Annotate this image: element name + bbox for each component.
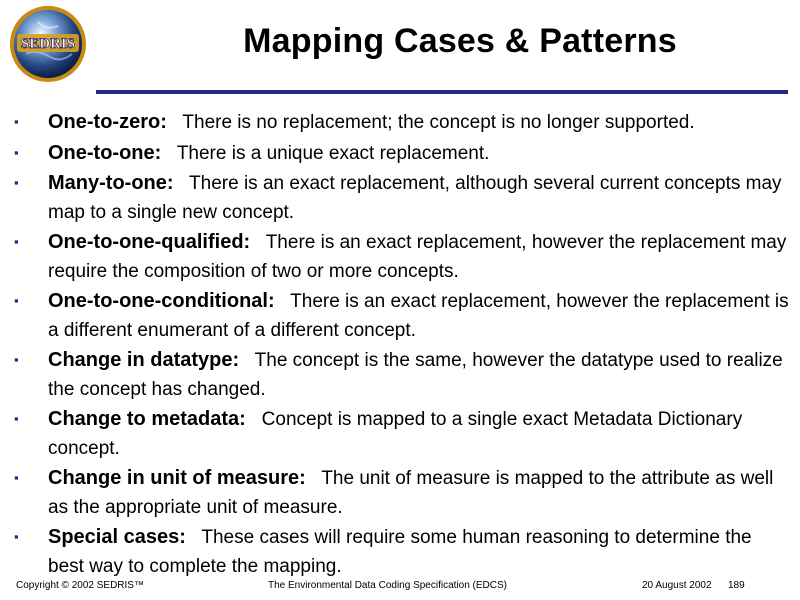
sedris-logo	[6, 4, 90, 84]
mapping-case-term: One-to-one:	[48, 141, 162, 164]
mapping-case-description: There is an exact replacement, however the replacement is a different enumerant of a different concept.	[48, 291, 789, 341]
square-bullet-icon: ▪	[14, 411, 19, 426]
mapping-case-term: Change in unit of measure:	[48, 467, 306, 489]
square-bullet-icon: ▪	[14, 293, 19, 308]
mapping-case-description: There is a unique exact replacement.	[176, 142, 490, 164]
mapping-case-description: There is an exact replacement, however the replacement may require the composition of two or more concepts.	[48, 232, 787, 282]
mapping-case-term: Change in datatype:	[48, 349, 240, 371]
square-bullet-icon: ▪	[14, 470, 19, 485]
list-item	[14, 346, 790, 404]
mapping-case-term: One-to-one-qualified:	[48, 231, 251, 253]
mapping-case-description: The unit of measure is mapped to the attribute as well as the appropriate unit of measure.	[48, 468, 774, 518]
square-bullet-icon: ▪	[14, 175, 19, 190]
spec-title: The Environmental Data Coding Specification (EDCS)	[268, 580, 507, 591]
mapping-case-description: Concept is mapped to a single exact Metadata Dictionary concept.	[48, 409, 743, 459]
mapping-case-term: Many-to-one:	[48, 172, 174, 194]
mapping-case-term: One-to-one-conditional:	[48, 290, 275, 312]
list-item	[14, 108, 790, 138]
list-item	[14, 464, 790, 522]
list-item	[14, 523, 790, 581]
logo-text: SEDRIS	[20, 36, 76, 52]
list-item	[14, 287, 790, 345]
page-number: 189	[728, 580, 745, 591]
square-bullet-icon: ▪	[14, 114, 19, 129]
title-divider	[96, 90, 788, 94]
mapping-cases-list	[14, 108, 790, 582]
mapping-case-description: The concept is the same, however the datatype used to realize the concept has changed.	[48, 350, 783, 400]
list-item	[14, 228, 790, 286]
page-title: Mapping Cases & Patterns	[243, 22, 677, 60]
square-bullet-icon: ▪	[14, 529, 19, 544]
square-bullet-icon: ▪	[14, 234, 19, 249]
square-bullet-icon: ▪	[14, 144, 19, 160]
mapping-case-term: Change to metadata:	[48, 408, 246, 430]
date-text: 20 August 2002	[642, 580, 712, 591]
mapping-case-description: There is an exact replacement, although several current concepts may map to a single new concept.	[48, 173, 782, 223]
list-item	[14, 139, 790, 169]
mapping-case-description: These cases will require some human reasoning to determine the best way to complete the mapping.	[48, 527, 752, 577]
list-item	[14, 169, 790, 227]
mapping-case-description: There is no replacement; the concept is no longer supported.	[182, 112, 695, 133]
mapping-case-term: One-to-zero:	[48, 111, 167, 133]
mapping-case-term: Special cases:	[48, 526, 186, 548]
globe-logo-icon	[6, 4, 90, 84]
copyright-text: Copyright © 2002 SEDRIS™	[16, 580, 144, 591]
square-bullet-icon: ▪	[14, 352, 19, 367]
list-item	[14, 405, 790, 463]
